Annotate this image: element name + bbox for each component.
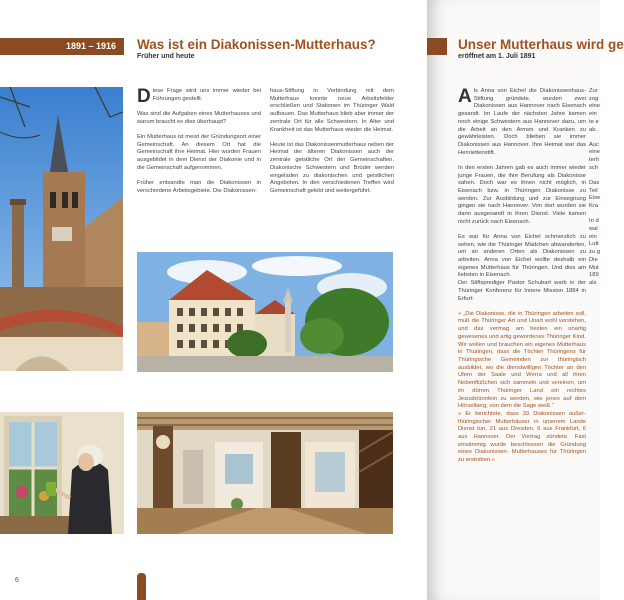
text-fragment: Zur <box>589 88 598 94</box>
right-page-title: Unser Mutterhaus wird ge <box>458 37 624 52</box>
right-text-column-2 <box>589 88 609 288</box>
paragraph: Was sind die Aufgaben eines Mutterhauses und warum braucht es dies überhaupt? <box>137 110 261 125</box>
text-fragment: als <box>589 279 597 286</box>
text-fragment: Kra <box>589 203 599 210</box>
text-fragment: wal <box>589 226 598 233</box>
quote: » „Die Diakonisse, die in Thüringen arbeiten soll, muß die Thüringer Art und Unart wohl verstehen, und das vermag am besten ein unartig gewesenes und artig gewordenes Thüringer Kind. <box>458 310 586 340</box>
text-fragment: Teil <box>589 187 598 194</box>
quote: » Er berichtete, dass 33 Diakonissen außer-thüringischer Mutterhäuser in unserem Lande Dienst tun, 21 aus Dresden, 6 aus Frankfurt, 6 aus Hannover. Der Vortrag zündete. Fast einstimmig wurde beschlossen die Gründung eines Diakonissen- Mutterhauses für Thüringen zu erstreben.« <box>458 410 586 464</box>
text-fragment: Auc <box>589 141 599 148</box>
text-fragment: ein <box>589 111 597 118</box>
text-fragment: ein <box>589 233 597 240</box>
text-fragment: 189 <box>589 272 599 279</box>
text-fragment: In d <box>589 218 599 225</box>
mutterhaus-building-photo <box>137 252 393 372</box>
text-fragment: Mut <box>589 264 599 271</box>
text-fragment: te e <box>589 118 599 125</box>
text-fragment: Das <box>589 180 600 187</box>
paragraph: iese Frage wird uns immer wieder bei Führungen gestellt. <box>152 88 261 102</box>
page-number: 6 <box>15 577 19 584</box>
text-fragment: sch <box>589 164 599 171</box>
window-nurse-photo <box>0 412 124 534</box>
dropcap: A <box>458 86 472 107</box>
page-title: Was ist ein Diakonissen-Mutterhaus? <box>137 37 376 52</box>
text-fragment: Die <box>589 256 598 263</box>
dropcap: D <box>137 86 151 107</box>
text-fragment: ab. <box>589 126 598 133</box>
left-text-column-1 <box>137 88 261 203</box>
text-fragment: terh <box>589 157 599 164</box>
text-fragment: eine <box>589 103 600 110</box>
left-text-column-2 <box>270 88 394 203</box>
right-page-subtitle: eröffnet am 1. Juli 1891 <box>458 53 536 60</box>
quote: Wir wollen und brauchen ein eigenes Mutterhaus in Thüringen, dass die Töchter Thüringens für Thüringische Gemeinden zur thüringisch ausbildet, wo die dienstwilligen Töchter an den Ufern der Saale und Werra und all ihren Nebenflüßchen sich sammeln und vereinen, um im dürren Thüringer Land ein rechtes Jesusbrünnlein zu werden, wie jenes auf dem Hörselberg, von dem die Sage weiß.“ <box>458 341 586 410</box>
text-fragment: Lutt <box>589 241 599 248</box>
paragraph: ls Anna von Eichel die Diakonissenhaus-Stiftung gründete, wurden zwei Diakonissen aus Hannover nach Eisenach gesandt. Im Laufe der nächsten Jahre kamen noch einige Schwestern aus Hannover dazu, um die Arbeit an den Armen und Kranken zu gewährleisten. Doch blieben sie immer Diakonissen aus Hannover. Ihre Heimat war das Henriettenstift. <box>458 88 586 156</box>
right-page <box>427 0 624 600</box>
paragraph: Früher entsandte man die Diakonissen in verschiedene Arbeitsgebiete. Die Diakonissen- <box>137 179 261 194</box>
interior-hall-photo <box>137 412 393 534</box>
paragraph: In den ersten Jahren gab es auch immer wieder junge Frauen, die ihre Berufung als Diakonisse sahen. Doch war es ihnen nicht möglich, in Eisenach bzw. in Thüringen Diakonisse zu werden. Zur Ausbildung und zur Einsegnung gingen sie nach Hannover. Von dort wurden sie dann ausgesandt in ihren Dienst. Viele kamen nicht zurück nach Eisenach. <box>458 164 586 225</box>
bottom-tab-marker <box>137 573 146 600</box>
right-accent-bar <box>427 38 447 55</box>
paragraph: Heute ist das Diakonissenmutterhaus neben der Heimat der älteren Diakonissen auch der zentrale geistliche Ort der Gemeinschaften. Diakonische Schwestern und Brüder werden eingeladen zu diakonischen und geistlichen Angeboten. In den verschiedenen Treffen wird Gemeinschaft gelebt und weitergeführt. <box>270 141 394 194</box>
right-text-column-1 <box>458 88 586 472</box>
paragraph: Es war für Anna von Eichel schmerzlich zu sehen, wie die Thüringer Mädchen abwanderten, um an anderen Orten als Diakonissen zu arbeiten. Anna von Eichel wollte deshalb ein eigenes Mutterhaus für Thüringen. Und dies am liebsten in Eisenach. <box>458 233 586 279</box>
paragraph: Der Stiftsprediger Pastor Schubart warb in der Thüringer Konferenz für Innere Mission 1884 in Erfurt: <box>458 280 586 302</box>
paragraph: Ein Mutterhaus ist meist der Gründungsort einer Gemeinschaft. An diesem Ort hat die Gemeinschaft ihre Heimat. Hier wurden Frauen ausgebildet in dem Dienst der Diakonie und in die Gemeinschaft aufgenommen. <box>137 133 261 171</box>
text-fragment: zu g <box>589 249 600 256</box>
text-fragment: Eise <box>589 195 601 202</box>
church-tower-photo <box>0 87 123 371</box>
page-subtitle: Früher und heute <box>137 53 195 60</box>
year-range-bar: 1891 – 1916 <box>0 38 124 55</box>
text-fragment: zog <box>589 95 599 102</box>
paragraph: haus-Stiftung in Verbindung mit dem Mutterhaus konnte neue Arbeitsfelder erschließen und Stationen im Thüringer Wald aufbauen. Das Mutterhaus blieb aber immer der zentrale Ort für alle Schwestern. In Alter und Krankheit ist das Mutterhaus wieder die Heimat. <box>270 88 394 133</box>
text-fragment: eine <box>589 149 600 156</box>
